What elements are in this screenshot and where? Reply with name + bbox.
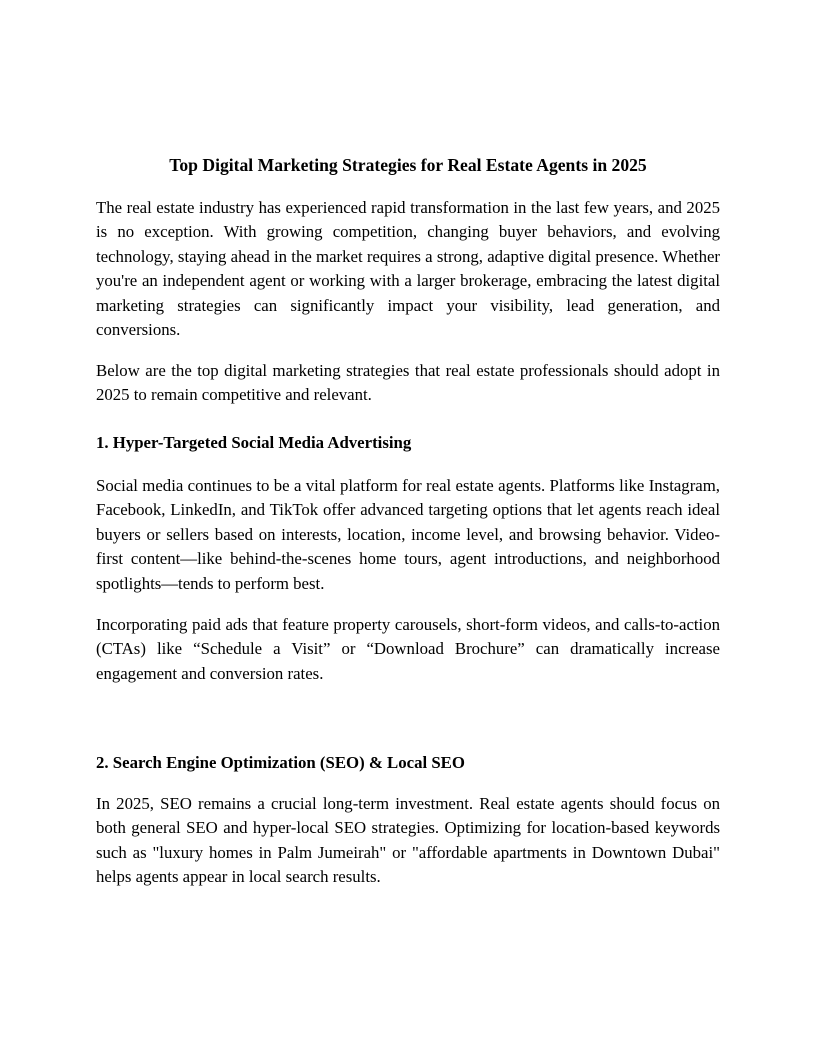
intro-paragraph: Below are the top digital marketing strategies that real estate professionals should adopt in 2025 to remain competitive and relevant. (96, 361, 720, 405)
section-paragraph: Social media continues to be a vital platform for real estate agents. Platforms like Instagram, Facebook, LinkedIn, and TikTok offer advanced targeting options that let agents reach ideal buyers or sellers based on interests, location, income level, and browsing behavior. Video-first content—like behind-the-scenes home tours, agent introductions, and neighborhood spotlights—tends to perform best. (96, 476, 720, 593)
intro-paragraph: The real estate industry has experienced rapid transformation in the last few years, and 2025 is no exception. With growing competition, changing buyer behaviors, and evolving technology, staying ahead in the market requires a strong, adaptive digital presence. Whether you're an independent agent or working with a larger brokerage, embracing the latest digital marketing strategies can significantly impact your visibility, lead generation, and conversions. (96, 198, 720, 340)
section-heading: 2. Search Engine Optimization (SEO) & Local SEO (96, 753, 465, 772)
document-title: Top Digital Marketing Strategies for Real Estate Agents in 2025 (169, 155, 647, 175)
section-paragraph: In 2025, SEO remains a crucial long-term investment. Real estate agents should focus on both general SEO and hyper-local SEO strategies. Optimizing for location-based keywords such as "luxury homes in Palm Jumeirah" or "affordable apartments in Downtown Dubai" helps agents appear in local search results. (96, 794, 720, 887)
section-paragraph: Incorporating paid ads that feature property carousels, short-form videos, and calls-to-action (CTAs) like “Schedule a Visit” or “Download Brochure” can dramatically increase engagement and conversion rates. (96, 615, 720, 683)
section-heading: 1. Hyper-Targeted Social Media Advertising (96, 433, 412, 452)
